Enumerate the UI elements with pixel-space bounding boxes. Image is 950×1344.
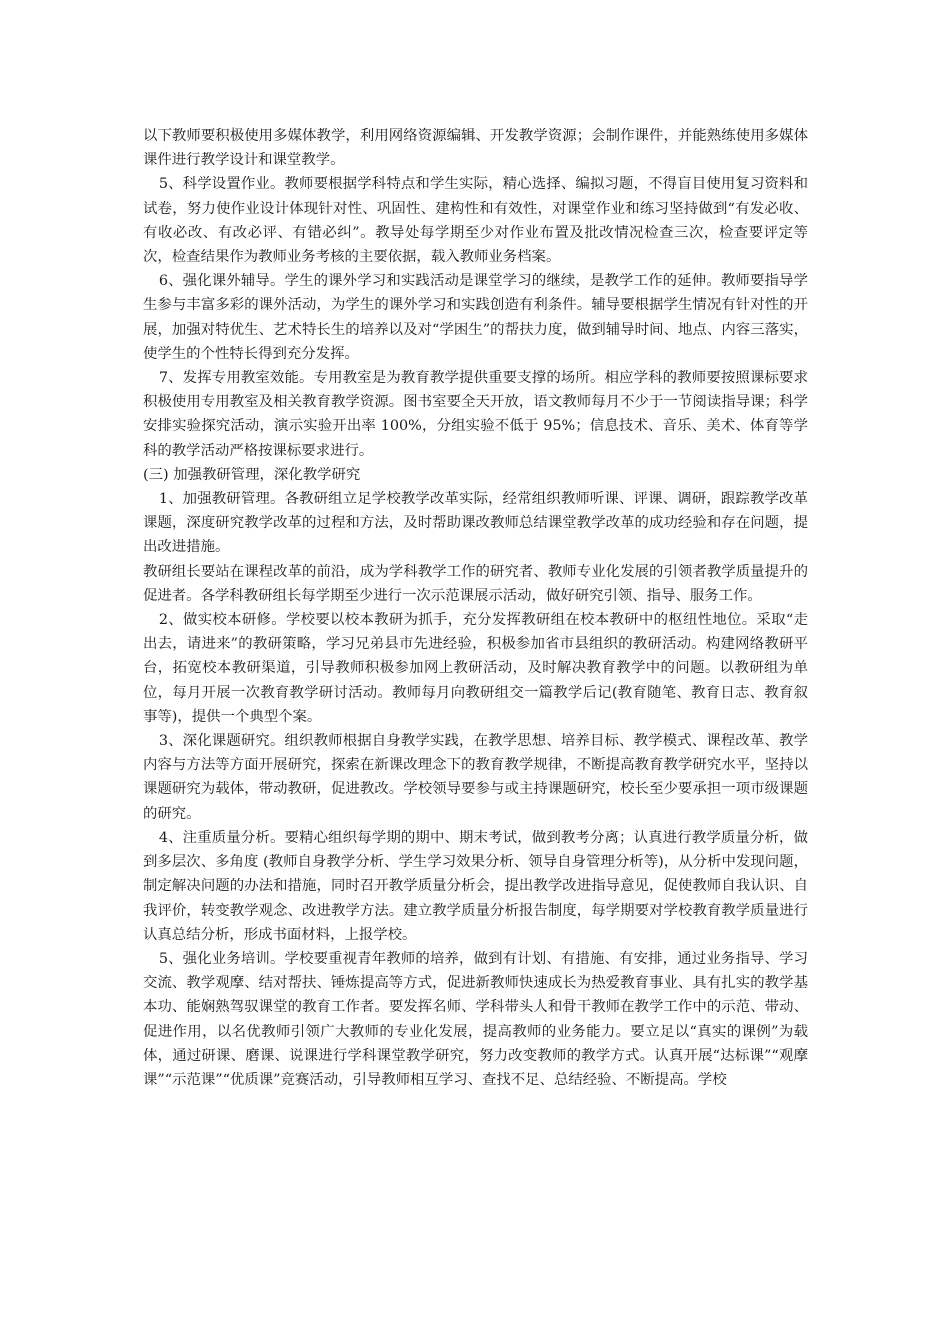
paragraph-multimedia-intro: 以下教师要积极使用多媒体教学，利用网络资源编辑、开发教学资源；会制作课件，并能熟练使用多媒体课件进行教学设计和课堂教学。 (143, 128, 808, 169)
paragraph-homework: 5、科学设置作业。教师要根据学科特点和学生实际，精心选择、编拟习题，不得盲目使用复习资料和试卷，努力使作业设计体现针对性、巩固性、建构性和有效性，对课堂作业和练习坚持做到“有发必收、有收必改、有改必评、有错必纠”。教导处每学期至少对作业布置及批改情况检查三次，检查要评定等次，检查结果作为教师业务考核的主要依据，载入教师业务档案。 (143, 176, 808, 266)
paragraph-research-management: 1、加强教研管理。各教研组立足学校教学改革实际，经常组织教师听课、评课、调研，跟踪教学改革课题，深度研究教学改革的过程和方法，及时帮助课改教师总结课堂教学改革的成功经验和存在问题，提出改进措施。 (143, 491, 808, 556)
section-heading-teaching-research: (三) 加强教研管理，深化教学研究 (143, 466, 361, 483)
paragraph-tutoring: 6、强化课外辅导。学生的课外学习和实践活动是课堂学习的继续，是教学工作的延伸。教师要指导学生参与丰富多彩的课外活动，为学生的课外学习和实践创造有利条件。辅导要根据学生情况有针对性的开展，加强对特优生、艺术特长生的培养以及对“学困生”的帮扶力度，做到辅导时间、地点、内容三落实，使学生的个性特长得到充分发挥。 (143, 273, 808, 362)
document-body (143, 124, 808, 1092)
paragraph-quality-analysis: 4、注重质量分析。要精心组织每学期的期中、期末考试，做到教考分离；认真进行教学质量分析，做到多层次、多角度 (教师自身教学分析、学生学习效果分析、领导自身管理分析等)，从分析中发现问题，制定解决问题的办法和措施，同时召开教学质量分析会，提出教学改进指导意见，促使教师自我认识、自我评价，转变教学观念、改进教学方法。建立教学质量分析报告制度，每学期要对学校教育教学质量进行认真总结分析，形成书面材料，上报学校。 (143, 829, 808, 943)
paragraph-school-based-training: 2、做实校本研修。学校要以校本教研为抓手，充分发挥教研组在校本教研中的枢纽性地位。采取“走出去，请进来”的教研策略，学习兄弟县市先进经验，积极参加省市县组织的教研活动。构建网络教研平台，拓宽校本教研渠道，引导教师积极参加网上教研活动，及时解决教育教学中的问题。以教研组为单位，每月开展一次教育教学研讨活动。教师每月向教研组交一篇教学后记(教育随笔、教育日志、教育叙事等)，提供一个典型个案。 (143, 612, 808, 725)
paragraph-special-classrooms: 7、发挥专用教室效能。专用教室是为教育教学提供重要支撑的场所。相应学科的教师要按照课标要求积极使用专用教室及相关教育教学资源。图书室要全天开放，语文教师每月不少于一节阅读指导课；科学安排实验探究活动，演示实验开出率 100%，分组实验不低于 95%；信息技术、音乐、美术、体育等学科的教学活动严格按课标要求进行。 (143, 370, 808, 459)
paragraph-topic-research: 3、深化课题研究。组织教师根据自身教学实践，在教学思想、培养目标、教学模式、课程改革、教学内容与方法等方面开展研究，探索在新课改理念下的教育教学规律，不断提高教育教学研究水平，坚持以课题研究为载体，带动教研，促进教改。学校领导要参与或主持课题研究，校长至少要承担一项市级课题的研究。 (143, 733, 808, 822)
paragraph-group-leaders: 教研组长要站在课程改革的前沿，成为学科教学工作的研究者、教师专业化发展的引领者教学质量提升的促进者。各学科教研组长每学期至少进行一次示范课展示活动，做好研究引领、指导、服务工作。 (143, 563, 808, 604)
paragraph-professional-training: 5、强化业务培训。学校要重视青年教师的培养，做到有计划、有措施、有安排，通过业务指导、学习交流、教学观摩、结对帮扶、锤炼提高等方式，促进新教师快速成长为热爱教育事业、具有扎实的教学基本功、能娴熟驾驭课堂的教育工作者。要发挥名师、学科带头人和骨干教师在教学工作中的示范、带动、促进作用，以名优教师引领广大教师的专业化发展，提高教师的业务能力。要立足以“真实的课例”为载体，通过研课、磨课、说课进行学科课堂教学研究，努力改变教师的教学方式。认真开展“达标课”“观摩课”“示范课”“优质课”竞赛活动，引导教师相互学习、查找不足、总结经验、不断提高。学校 (143, 950, 808, 1088)
